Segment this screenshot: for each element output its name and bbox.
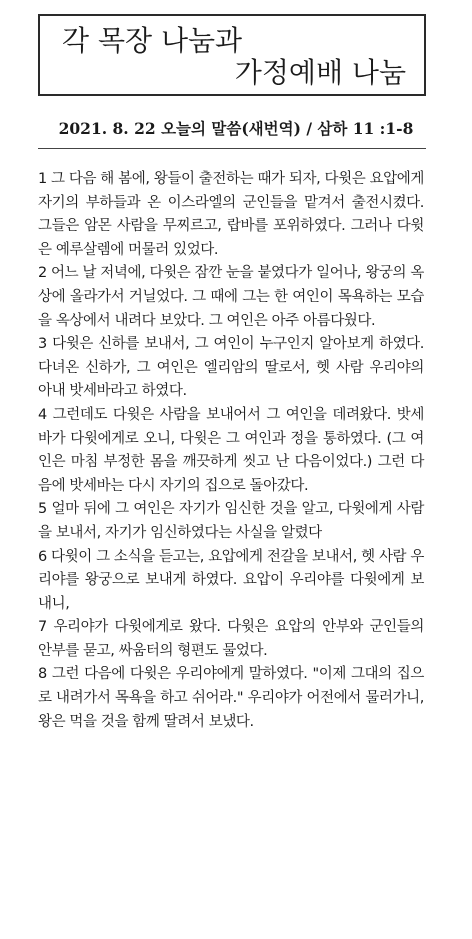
title-line-1: 각 목장 나눔과: [62, 24, 243, 57]
verse-1: 1 그 다음 해 봄에, 왕들이 출전하는 때가 되자, 다윗은 요압에게 자기의 부하들과 온 이스라엘의 군인들을 맡겨서 출전시켰다. 그들은 암몬 사람을 무찌르고, 랍바를 포위하였다. 그러나 다윗은 예루살렘에 머물러 있었다.: [38, 171, 424, 258]
verse-6: 6 다윗이 그 소식을 듣고는, 요압에게 전갈을 보내서, 헷 사람 우리야를 왕궁으로 보내게 하였다. 요압이 우리야를 다윗에게 보내니,: [38, 548, 424, 612]
divider: [38, 148, 426, 149]
title-box: [38, 14, 426, 96]
verse-3: 3 다윗은 신하를 보내서, 그 여인이 누구인지 알아보게 하였다. 다녀온 신하가, 그 여인은 엘리암의 딸로서, 헷 사람 우리야의 아내 밧세바라고 하였다.: [38, 336, 424, 400]
verse-2: 2 어느 날 저녁에, 다윗은 잠깐 눈을 붙였다가 일어나, 왕궁의 옥상에 올라가서 거닐었다. 그 때에 그는 한 여인이 목욕하는 모습을 옥상에서 내려다 보았다. 그 여인은 아주 아름다웠다.: [38, 265, 424, 329]
verse-5: 5 얼마 뒤에 그 여인은 자기가 임신한 것을 알고, 다윗에게 사람을 보내서, 자기가 임신하였다는 사실을 알렸다: [38, 501, 424, 541]
scripture-reference: 2021. 8. 22 오늘의 말씀(새번역) / 삼하 11 :1-8: [58, 119, 414, 138]
scripture-passage: [38, 168, 424, 734]
verse-4: 4 그런데도 다윗은 사람을 보내어서 그 여인을 데려왔다. 밧세바가 다윗에게로 오니, 다윗은 그 여인과 정을 통하였다. (그 여인은 마침 부정한 몸을 깨끗하게 씻고 난 다음이었다.) 그런 다음에 밧세바는 다시 자기의 집으로 돌아갔다.: [38, 406, 424, 494]
verse-7: 7 우리야가 다윗에게로 왔다. 다윗은 요압의 안부와 군인들의 안부를 묻고, 싸움터의 형편도 물었다.: [38, 619, 424, 659]
verse-8: 8 그런 다음에 다윗은 우리야에게 말하였다. "이제 그대의 집으로 내려가서 목욕을 하고 쉬어라." 우리야가 어전에서 물러가니, 왕은 먹을 것을 함께 딸려서 보냈다.: [38, 666, 424, 730]
title-line-2: 가정예배 나눔: [234, 56, 406, 89]
